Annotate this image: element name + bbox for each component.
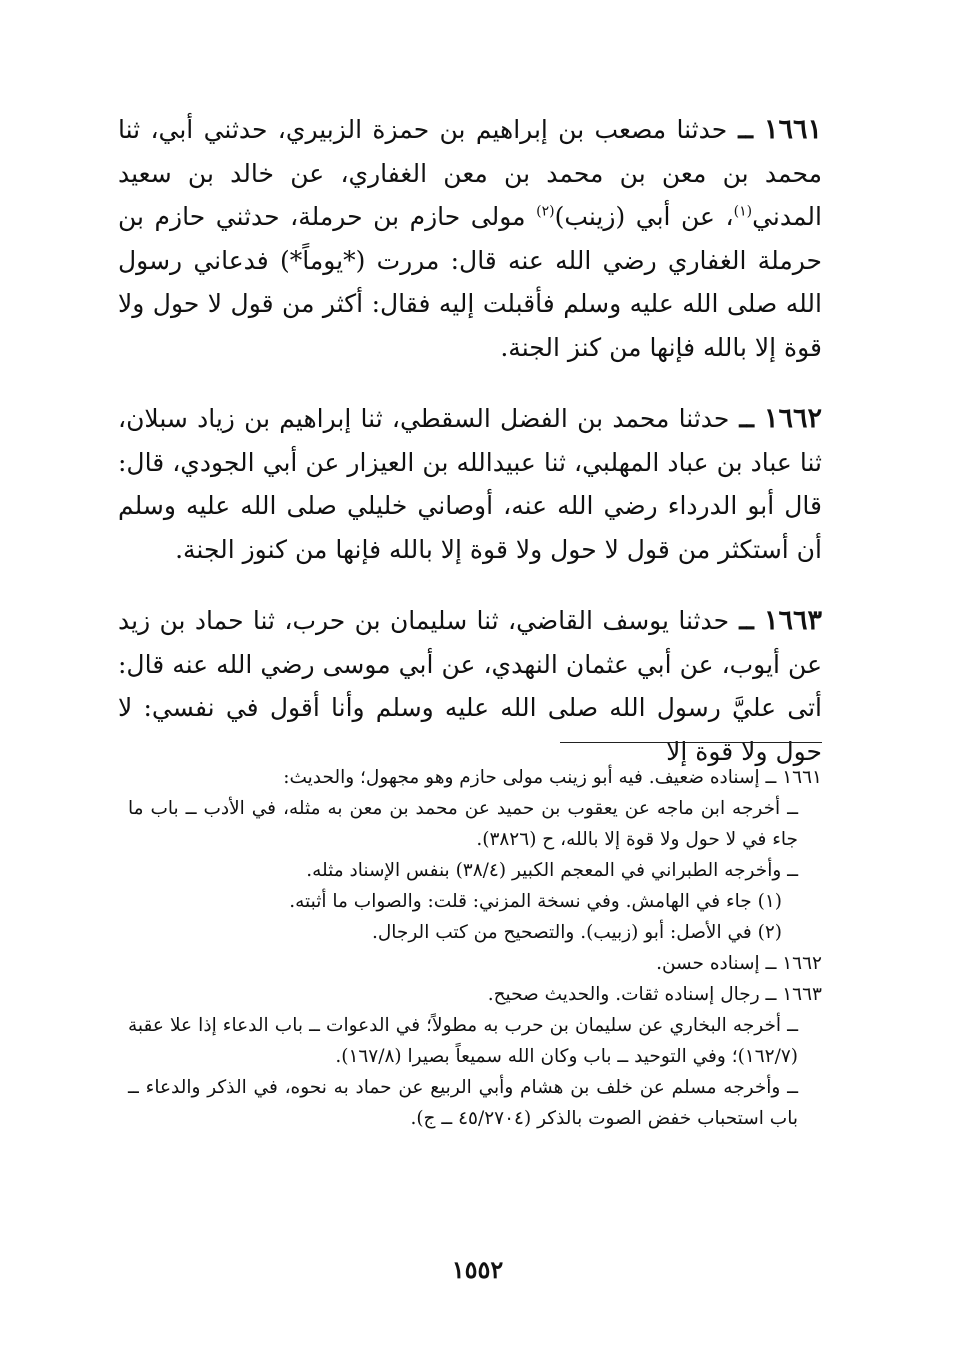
hadith-1663	[118, 599, 822, 773]
hadith-number: ١٦٦٣	[764, 605, 823, 636]
footnote-divider	[560, 742, 822, 743]
hadith-text-block	[118, 108, 822, 801]
hadith-dash: ــ	[729, 606, 764, 635]
footnote-line: ١٦٦٢ ــ إسناده حسن.	[656, 953, 822, 974]
hadith-text: حدثنا مصعب بن إبراهيم بن حمزة الزبيري، حدثني أبي، ثنا محمد بن معن بن محمد بن معن الغفاري، عن خالد بن سعيد المدني	[118, 115, 822, 231]
page-number: ١٥٥٢	[451, 1255, 504, 1284]
hadith-number: ١٦٦٢	[763, 403, 822, 434]
footnote-note: (٢) في الأصل: أبو (زبيب). والتصحيح من كتب الرجال.	[371, 922, 782, 943]
hadith-text: حدثنا يوسف القاضي، ثنا سليمان بن حرب، ثنا حماد بن زيد عن أيوب، عن أبي عثمان النهدي، عن أبي موسى رضي الله عنه قال: أتى عليَّ رسول الله صلى الله عليه وسلم وأنا أقول في نفسي: لا حول ولا قوة إلا	[118, 606, 822, 766]
hadith-number: ١٦٦١	[763, 114, 822, 145]
footnote-ref-1: (١)	[733, 203, 753, 220]
hadith-text: مولى حازم بن حرملة، حدثني حازم بن حرملة الغفاري رضي الله عنه قال: مررت (*يوماً*) فدعاني رسول الله صلى الله عليه وسلم فأقبلت إليه فقال: أكثر من قول لا حول ولا قوة إلا بالله فإنها من كنز الجنة.	[118, 202, 822, 362]
footnote-line: ــ أخرجه البخاري عن سليمان بن حرب به مطولاً؛ في الدعوات ــ باب الدعاء إذا علا عقبة (١٦٢/٧)؛ وفي التوحيد ــ باب وكان الله سميعاً بصيرا (١٦٧/٨).	[128, 1015, 798, 1067]
hadith-1661	[118, 108, 822, 369]
hadith-text: حدثنا محمد بن الفضل السقطي، ثنا إبراهيم بن زياد سبلان، ثنا عباد بن عباد المهلبي، ثنا عبيدالله بن العيزار عن أبي الجودي، قال: قال أبو الدرداء رضي الله عنه، أوصاني خليلي صلى الله عليه وسلم أن أستكثر من قول لا حول ولا قوة إلا بالله فإنها من كنوز الجنة.	[118, 404, 822, 564]
footnote-line: ــ وأخرجه الطبراني في المعجم الكبير (٣٨/٤) بنفس الإسناد مثله.	[306, 860, 798, 881]
footnote-line: ١٦٦٣ ــ رجال إسناده ثقات. والحديث صحيح.	[487, 984, 822, 1005]
footnotes-block	[128, 762, 822, 1134]
hadith-dash: ــ	[727, 115, 764, 144]
hadith-1662	[118, 397, 822, 571]
footnote-line: ــ أخرجه ابن ماجه عن يعقوب بن حميد عن محمد بن معن به مثله، في الأدب ــ باب ما جاء في لا حول ولا قوة إلا بالله، ح (٣٨٢٦).	[128, 798, 798, 850]
footnote-note: (١) جاء في الهامش. وفي نسخة المزني: قلت: والصواب ما أثبته.	[289, 891, 782, 912]
footnote-line: ــ وأخرجه مسلم عن خلف بن هشام وأبي الربيع عن حماد به نحوه، في الذكر والدعاء ــ باب استحباب خفض الصوت بالذكر (٤٥/٢٧٠٤ ــ ج).	[128, 1077, 798, 1129]
footnote-ref-2: (٢)	[536, 203, 555, 220]
footnote-line: ١٦٦١ ــ إسناده ضعيف. فيه أبو زينب مولى حازم وهو مجهول؛ والحديث:	[283, 767, 822, 788]
hadith-dash: ــ	[729, 404, 764, 433]
hadith-text: ، عن أبي (زينب)	[554, 202, 734, 231]
